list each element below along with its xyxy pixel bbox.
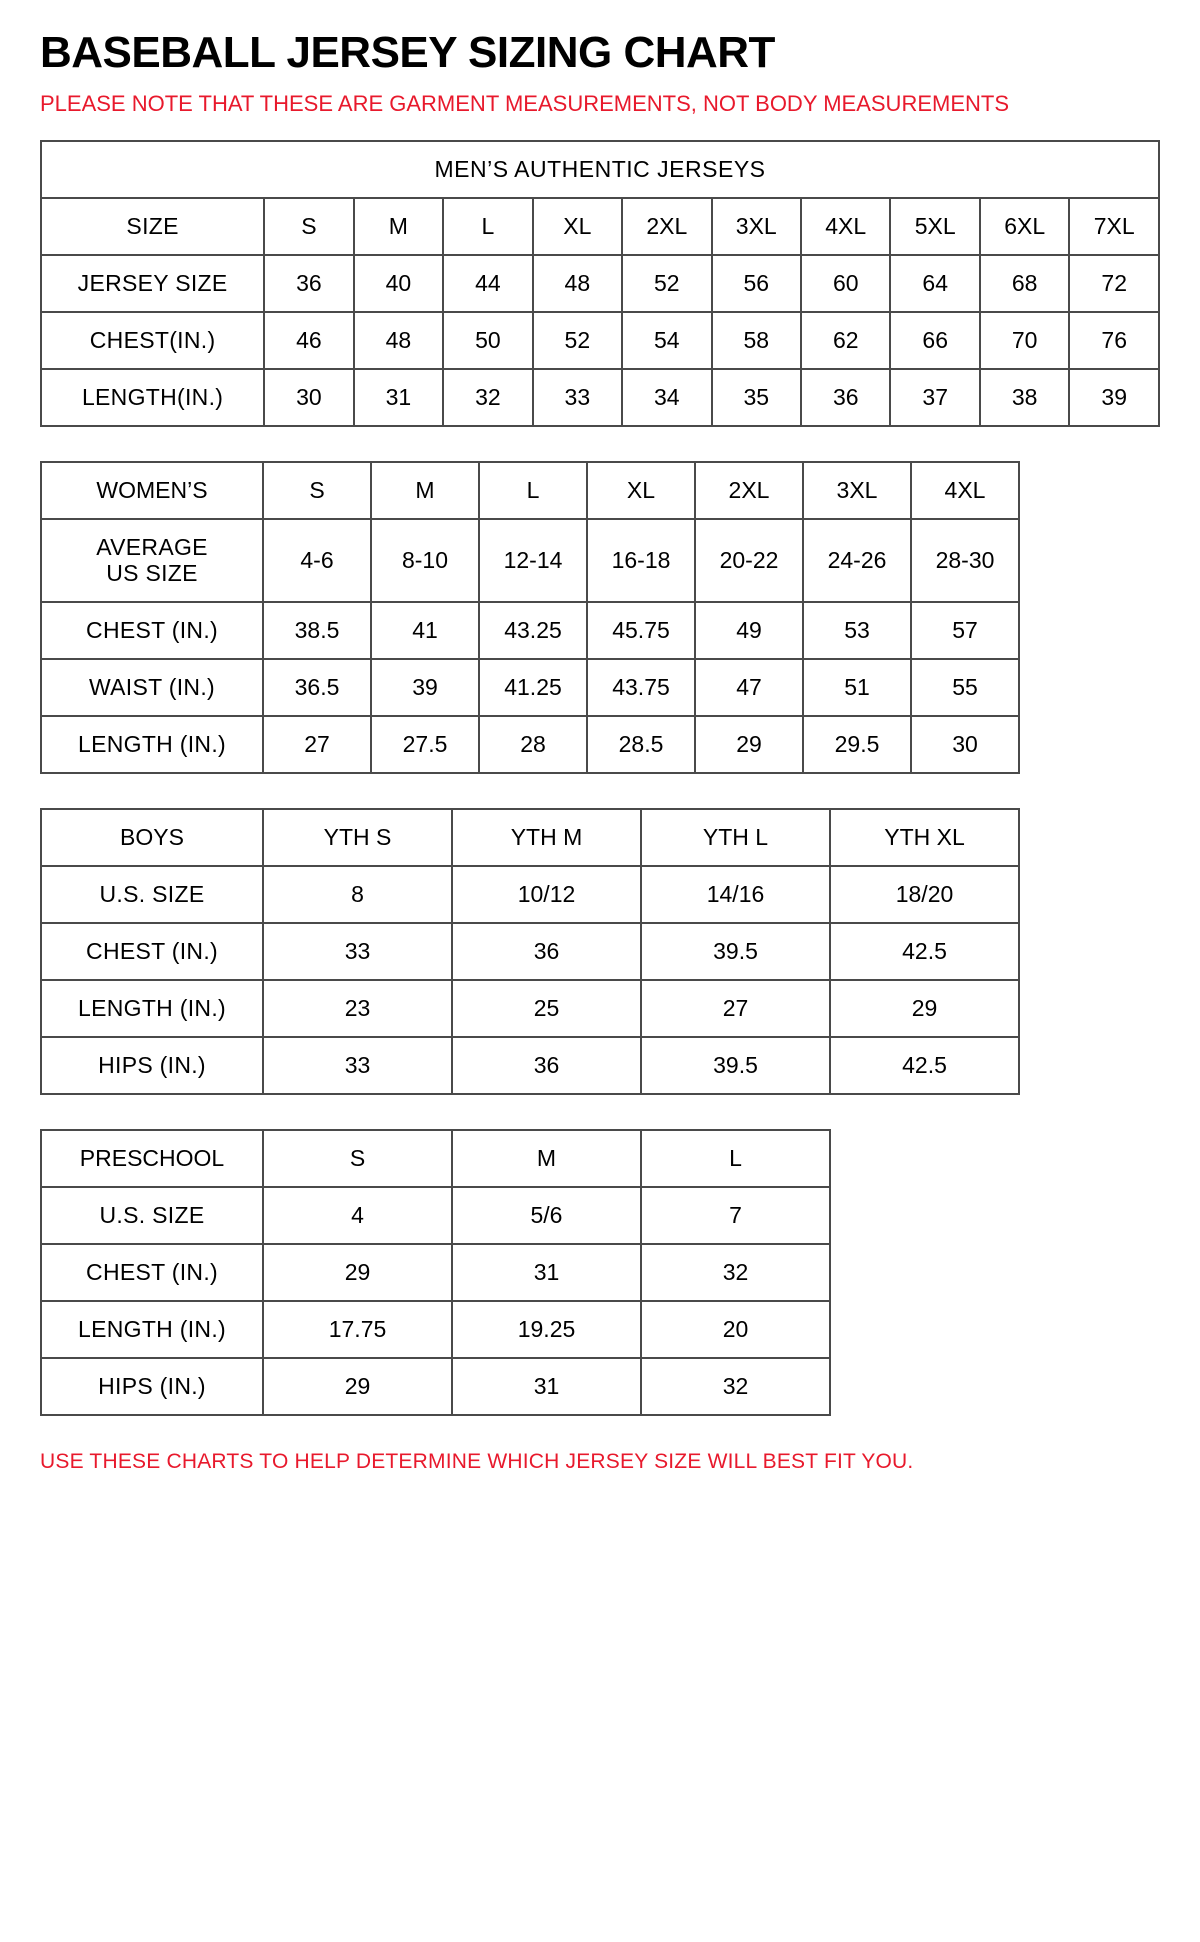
mens-row-1-val-8: 70 xyxy=(980,312,1069,369)
womens-size-1: M xyxy=(371,462,479,519)
preschool-row-3-val-0: 29 xyxy=(263,1358,452,1415)
mens-size-label: SIZE xyxy=(41,198,264,255)
table-row xyxy=(41,1358,830,1415)
footer-note: USE THESE CHARTS TO HELP DETERMINE WHICH JERSEY SIZE WILL BEST FIT YOU. xyxy=(40,1449,914,1473)
page-title: BASEBALL JERSEY SIZING CHART xyxy=(40,28,775,77)
mens-row-1-val-6: 62 xyxy=(801,312,890,369)
mens-size-6: 4XL xyxy=(801,198,890,255)
table-row xyxy=(41,809,1019,866)
mens-row-0-val-6: 60 xyxy=(801,255,890,312)
mens-row-0-val-9: 72 xyxy=(1069,255,1159,312)
mens-size-5: 3XL xyxy=(712,198,801,255)
boys-row-3-label: HIPS (IN.) xyxy=(41,1037,263,1094)
preschool-size-1: M xyxy=(452,1130,641,1187)
preschool-row-2-val-1: 19.25 xyxy=(452,1301,641,1358)
womens-row-2-val-5: 51 xyxy=(803,659,911,716)
mens-row-1-val-2: 50 xyxy=(443,312,532,369)
preschool-row-1-label: CHEST (IN.) xyxy=(41,1244,263,1301)
mens-row-0-val-1: 40 xyxy=(354,255,443,312)
womens-size-5: 3XL xyxy=(803,462,911,519)
preschool-size-0: S xyxy=(263,1130,452,1187)
table-row xyxy=(41,716,1019,773)
womens-row-1-val-2: 43.25 xyxy=(479,602,587,659)
boys-size-0: YTH S xyxy=(263,809,452,866)
boys-row-1-val-3: 42.5 xyxy=(830,923,1019,980)
boys-size-1: YTH M xyxy=(452,809,641,866)
preschool-label: PRESCHOOL xyxy=(41,1130,263,1187)
womens-row-0-label xyxy=(41,519,263,602)
mens-row-1-val-4: 54 xyxy=(622,312,711,369)
mens-size-0: S xyxy=(264,198,353,255)
womens-row-1-val-0: 38.5 xyxy=(263,602,371,659)
boys-row-2-val-2: 27 xyxy=(641,980,830,1037)
table-row xyxy=(41,659,1019,716)
mens-row-0-label: JERSEY SIZE xyxy=(41,255,264,312)
mens-size-8: 6XL xyxy=(980,198,1069,255)
womens-size-2: L xyxy=(479,462,587,519)
womens-row-2-label: WAIST (IN.) xyxy=(41,659,263,716)
table-row xyxy=(41,980,1019,1037)
boys-row-2-val-3: 29 xyxy=(830,980,1019,1037)
boys-size-table xyxy=(40,808,1020,1095)
boys-row-2-label: LENGTH (IN.) xyxy=(41,980,263,1037)
womens-label: WOMEN’S xyxy=(41,462,263,519)
womens-size-3: XL xyxy=(587,462,695,519)
womens-row-1-label: CHEST (IN.) xyxy=(41,602,263,659)
womens-row-3-val-6: 30 xyxy=(911,716,1019,773)
boys-row-3-val-1: 36 xyxy=(452,1037,641,1094)
mens-row-0-val-3: 48 xyxy=(533,255,622,312)
table-row xyxy=(41,255,1159,312)
table-row xyxy=(41,866,1019,923)
mens-row-2-val-8: 38 xyxy=(980,369,1069,426)
womens-row-2-val-1: 39 xyxy=(371,659,479,716)
boys-size-2: YTH L xyxy=(641,809,830,866)
table-row xyxy=(41,1130,830,1187)
womens-row-1-val-5: 53 xyxy=(803,602,911,659)
boys-row-3-val-3: 42.5 xyxy=(830,1037,1019,1094)
womens-row-0-val-2: 12-14 xyxy=(479,519,587,602)
preschool-row-0-val-1: 5/6 xyxy=(452,1187,641,1244)
mens-row-2-val-4: 34 xyxy=(622,369,711,426)
measurement-note: PLEASE NOTE THAT THESE ARE GARMENT MEASUREMENTS, NOT BODY MEASUREMENTS xyxy=(40,91,1010,117)
mens-row-1-label: CHEST(IN.) xyxy=(41,312,264,369)
womens-row-3-label: LENGTH (IN.) xyxy=(41,716,263,773)
preschool-row-3-val-1: 31 xyxy=(452,1358,641,1415)
womens-row-1-val-4: 49 xyxy=(695,602,803,659)
mens-size-4: 2XL xyxy=(622,198,711,255)
mens-row-1-val-1: 48 xyxy=(354,312,443,369)
table-row xyxy=(41,602,1019,659)
womens-row-2-val-4: 47 xyxy=(695,659,803,716)
boys-row-1-val-1: 36 xyxy=(452,923,641,980)
preschool-row-1-val-1: 31 xyxy=(452,1244,641,1301)
boys-row-1-val-2: 39.5 xyxy=(641,923,830,980)
womens-size-table xyxy=(40,461,1020,774)
boys-row-1-label: CHEST (IN.) xyxy=(41,923,263,980)
table-row xyxy=(41,141,1159,198)
mens-size-table xyxy=(40,140,1160,427)
table-row xyxy=(41,519,1019,602)
womens-row-0-val-1: 8-10 xyxy=(371,519,479,602)
boys-row-0-val-3: 18/20 xyxy=(830,866,1019,923)
womens-size-4: 2XL xyxy=(695,462,803,519)
table-row xyxy=(41,462,1019,519)
boys-row-0-val-1: 10/12 xyxy=(452,866,641,923)
mens-row-0-val-2: 44 xyxy=(443,255,532,312)
mens-row-0-val-4: 52 xyxy=(622,255,711,312)
boys-row-2-val-0: 23 xyxy=(263,980,452,1037)
womens-row-3-val-4: 29 xyxy=(695,716,803,773)
mens-size-1: M xyxy=(354,198,443,255)
mens-row-1-val-0: 46 xyxy=(264,312,353,369)
boys-row-3-val-0: 33 xyxy=(263,1037,452,1094)
preschool-row-2-val-2: 20 xyxy=(641,1301,830,1358)
preschool-size-table xyxy=(40,1129,831,1416)
mens-row-2-val-1: 31 xyxy=(354,369,443,426)
womens-row-0-val-4: 20-22 xyxy=(695,519,803,602)
mens-row-1-val-9: 76 xyxy=(1069,312,1159,369)
womens-row-2-val-0: 36.5 xyxy=(263,659,371,716)
mens-banner: MEN’S AUTHENTIC JERSEYS xyxy=(41,141,1159,198)
table-row xyxy=(41,923,1019,980)
mens-size-3: XL xyxy=(533,198,622,255)
preschool-row-2-val-0: 17.75 xyxy=(263,1301,452,1358)
boys-row-0-val-2: 14/16 xyxy=(641,866,830,923)
preschool-row-3-val-2: 32 xyxy=(641,1358,830,1415)
preschool-size-2: L xyxy=(641,1130,830,1187)
table-row xyxy=(41,312,1159,369)
boys-row-0-val-0: 8 xyxy=(263,866,452,923)
mens-row-1-val-3: 52 xyxy=(533,312,622,369)
table-row xyxy=(41,369,1159,426)
table-row xyxy=(41,1187,830,1244)
boys-row-1-val-0: 33 xyxy=(263,923,452,980)
mens-size-7: 5XL xyxy=(890,198,979,255)
womens-row-2-val-2: 41.25 xyxy=(479,659,587,716)
mens-row-0-val-7: 64 xyxy=(890,255,979,312)
womens-row-0-label-line1: AVERAGE xyxy=(96,533,208,560)
preschool-row-2-label: LENGTH (IN.) xyxy=(41,1301,263,1358)
mens-row-1-val-7: 66 xyxy=(890,312,979,369)
mens-row-2-val-0: 30 xyxy=(264,369,353,426)
mens-row-1-val-5: 58 xyxy=(712,312,801,369)
womens-row-0-val-0: 4-6 xyxy=(263,519,371,602)
womens-row-0-label-line2: US SIZE xyxy=(106,560,198,587)
table-row xyxy=(41,1037,1019,1094)
preschool-row-1-val-0: 29 xyxy=(263,1244,452,1301)
boys-row-3-val-2: 39.5 xyxy=(641,1037,830,1094)
mens-row-2-val-5: 35 xyxy=(712,369,801,426)
womens-row-0-val-6: 28-30 xyxy=(911,519,1019,602)
mens-size-2: L xyxy=(443,198,532,255)
table-row xyxy=(41,1301,830,1358)
womens-row-3-val-5: 29.5 xyxy=(803,716,911,773)
mens-row-2-val-2: 32 xyxy=(443,369,532,426)
preschool-row-0-label: U.S. SIZE xyxy=(41,1187,263,1244)
womens-row-3-val-2: 28 xyxy=(479,716,587,773)
womens-row-3-val-3: 28.5 xyxy=(587,716,695,773)
womens-size-6: 4XL xyxy=(911,462,1019,519)
mens-row-0-val-8: 68 xyxy=(980,255,1069,312)
preschool-row-0-val-0: 4 xyxy=(263,1187,452,1244)
table-row xyxy=(41,1244,830,1301)
mens-row-2-val-9: 39 xyxy=(1069,369,1159,426)
mens-row-0-val-0: 36 xyxy=(264,255,353,312)
womens-row-1-val-1: 41 xyxy=(371,602,479,659)
boys-row-2-val-1: 25 xyxy=(452,980,641,1037)
preschool-row-0-val-2: 7 xyxy=(641,1187,830,1244)
womens-row-3-val-1: 27.5 xyxy=(371,716,479,773)
preschool-row-3-label: HIPS (IN.) xyxy=(41,1358,263,1415)
womens-row-3-val-0: 27 xyxy=(263,716,371,773)
boys-label: BOYS xyxy=(41,809,263,866)
womens-row-2-val-6: 55 xyxy=(911,659,1019,716)
womens-row-2-val-3: 43.75 xyxy=(587,659,695,716)
table-row xyxy=(41,198,1159,255)
boys-size-3: YTH XL xyxy=(830,809,1019,866)
womens-row-1-val-3: 45.75 xyxy=(587,602,695,659)
mens-row-2-label: LENGTH(IN.) xyxy=(41,369,264,426)
womens-row-1-val-6: 57 xyxy=(911,602,1019,659)
womens-size-0: S xyxy=(263,462,371,519)
mens-row-0-val-5: 56 xyxy=(712,255,801,312)
womens-row-0-val-3: 16-18 xyxy=(587,519,695,602)
preschool-row-1-val-2: 32 xyxy=(641,1244,830,1301)
womens-row-0-val-5: 24-26 xyxy=(803,519,911,602)
mens-row-2-val-6: 36 xyxy=(801,369,890,426)
mens-row-2-val-3: 33 xyxy=(533,369,622,426)
boys-row-0-label: U.S. SIZE xyxy=(41,866,263,923)
mens-size-9: 7XL xyxy=(1069,198,1159,255)
mens-row-2-val-7: 37 xyxy=(890,369,979,426)
